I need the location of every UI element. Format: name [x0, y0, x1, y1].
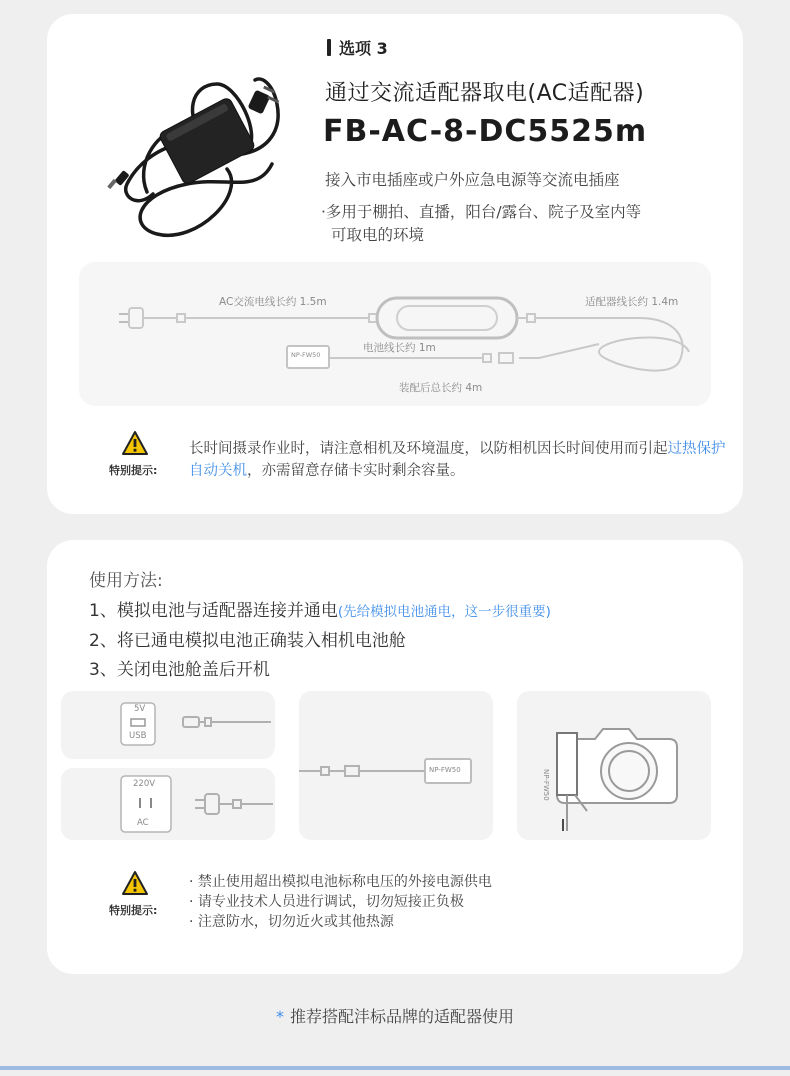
usb-voltage: 5V [134, 704, 146, 714]
battery-cable-length: 电池线长约 1m [363, 342, 436, 354]
dummy-battery-drawing [299, 691, 493, 840]
tag-bar [327, 39, 331, 56]
usb-power-panel [61, 691, 275, 759]
usb-panel-drawing [61, 691, 275, 759]
option-subtitle: 通过交流适配器取电(AC适配器) [325, 81, 645, 106]
bottom-divider [0, 1066, 790, 1070]
warning-icon [121, 430, 149, 456]
cable-diagram-drawing [79, 262, 711, 406]
model-number: FB-AC-8-DC5525m [323, 114, 648, 149]
warning-highlight: 过热保护自动关机 [189, 441, 726, 479]
warning-text-main: 长时间摄录作业时，请注意相机及环境温度，以防相机因长时间使用而引起 [189, 441, 668, 457]
step-1-text: 1、模拟电池与适配器连接并通电 [89, 601, 338, 621]
step-1-note: (先给模拟电池通电，这一步很重要) [337, 604, 551, 620]
ac-power-panel [61, 768, 275, 840]
usage-line-2: 可取电的环境 [331, 226, 425, 244]
warning-list [189, 872, 492, 932]
ac-voltage: 220V [133, 779, 156, 789]
option-tag [327, 36, 388, 59]
warning-item: · 请专业技术人员进行调试，切勿短接正负极 [189, 894, 464, 910]
camera-panel [517, 691, 711, 840]
dummy-battery-label: NP-FW50 [291, 351, 321, 359]
ac-label: AC [137, 818, 149, 828]
footer-note [0, 1004, 790, 1027]
usage-card [47, 540, 743, 974]
ac-cable-length: AC交流电线长约 1.5m [219, 296, 327, 308]
camera-dummy-battery-text: NP-FW50 [542, 769, 550, 801]
usage-step-2: 2、将已通电模拟电池正确装入相机电池舱 [89, 631, 406, 651]
adapter-cable-length: 适配器线长约 1.4m [585, 296, 679, 308]
usb-label: USB [129, 731, 147, 741]
usage-title: 使用方法: [89, 571, 163, 591]
dummy-battery-text: NP-FW50 [429, 766, 461, 774]
usage-step-1 [89, 596, 551, 621]
usage-scenarios [321, 201, 641, 247]
footer-text: 推荐搭配沣标品牌的适配器使用 [289, 1007, 514, 1026]
dummy-battery-panel [299, 691, 493, 840]
camera-drawing [517, 691, 711, 840]
option-card [47, 14, 743, 514]
ac-adapter-product-image [87, 44, 297, 244]
footer-star: * [275, 1007, 284, 1026]
usage-step-3: 3、关闭电池舱盖后开机 [89, 660, 270, 680]
ac-panel-drawing [61, 768, 275, 840]
warning-label: 特别提示: [109, 904, 158, 917]
warning-item: · 禁止使用超出模拟电池标称电压的外接电源供电 [189, 874, 492, 890]
warning-item: · 注意防水，切勿近火或其他热源 [189, 914, 394, 930]
usage-line-1: ·多用于棚拍、直播，阳台/露台、院子及室内等 [321, 203, 642, 221]
total-length: 装配后总长约 4m [399, 382, 483, 394]
warning-icon [121, 870, 149, 896]
option-tag-label: 选项 3 [339, 39, 388, 58]
warning-label: 特别提示: [109, 464, 158, 477]
cable-length-diagram [79, 262, 711, 406]
warning-text [189, 438, 729, 482]
option-description: 接入市电插座或户外应急电源等交流电插座 [325, 171, 620, 189]
warning-text-end: ，亦需留意存储卡实时剩余容量。 [247, 463, 465, 479]
